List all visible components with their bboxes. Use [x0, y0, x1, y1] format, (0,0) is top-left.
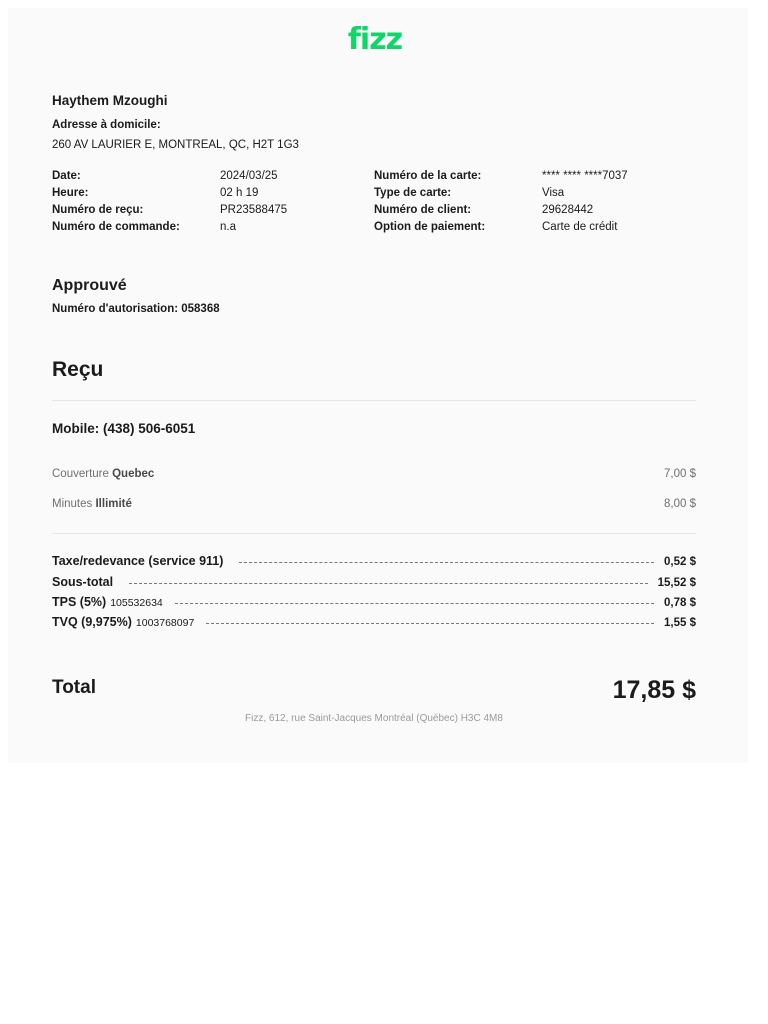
info-value: Visa	[542, 187, 565, 199]
tax-row	[52, 575, 696, 591]
tax-amount: 0,52 $	[664, 556, 696, 568]
line-item-name: Quebec	[112, 468, 155, 480]
info-key: Numéro de client:	[374, 204, 472, 216]
divider	[52, 533, 696, 534]
info-row	[52, 170, 700, 187]
tax-label: Sous-total	[52, 575, 114, 589]
info-key: Date:	[52, 170, 81, 182]
line-item-prefix: Minutes	[52, 498, 93, 510]
info-value: 29628442	[542, 204, 594, 216]
info-value: n.a	[220, 221, 236, 233]
receipt-title: Reçu	[52, 358, 104, 381]
authorization-number: Numéro d'autorisation: 058368	[52, 303, 220, 315]
info-key: Type de carte:	[374, 187, 452, 199]
tax-row	[52, 615, 696, 631]
total-label: Total	[52, 677, 96, 698]
logo-text: fizz	[347, 22, 403, 56]
info-value: 02 h 19	[220, 187, 259, 199]
info-row	[52, 221, 700, 238]
dotted-leader	[239, 562, 654, 563]
tax-amount: 0,78 $	[664, 597, 696, 609]
line-item	[52, 498, 696, 514]
info-value: 2024/03/25	[220, 170, 278, 182]
tax-amount: 1,55 $	[664, 617, 696, 629]
info-row	[52, 204, 700, 221]
info-key: Numéro de la carte:	[374, 170, 482, 182]
info-value: Carte de crédit	[542, 221, 618, 233]
tax-row	[52, 595, 696, 611]
dotted-leader	[175, 603, 654, 604]
address-label: Adresse à domicile:	[52, 119, 161, 131]
tax-amount: 15,52 $	[657, 577, 696, 589]
customer-name: Haythem Mzoughi	[52, 93, 168, 108]
mobile-line: Mobile: (438) 506-6051	[52, 421, 196, 436]
line-item-description	[52, 468, 154, 480]
line-item-name: Illimité	[95, 498, 132, 510]
fizz-logo	[342, 22, 408, 56]
line-item-prefix: Couverture	[52, 468, 109, 480]
info-key: Numéro de reçu:	[52, 204, 144, 216]
line-item-amount: 8,00 $	[664, 498, 696, 510]
dotted-leader	[129, 583, 648, 584]
info-value: PR23588475	[220, 204, 288, 216]
tax-number: 105532634	[110, 597, 163, 609]
address-value: 260 AV LAURIER E, MONTREAL, QC, H2T 1G3	[52, 139, 299, 151]
tax-label: Taxe/redevance (service 911)	[52, 554, 224, 568]
tax-label: TPS (5%)	[52, 595, 107, 609]
info-value: **** **** ****7037	[542, 170, 628, 182]
company-address-footer: Fizz, 612, rue Saint-Jacques Montréal (Québec) H3C 4M8	[245, 713, 503, 724]
line-item	[52, 468, 696, 484]
divider	[52, 400, 696, 401]
transaction-info	[52, 170, 700, 240]
line-item-amount: 7,00 $	[664, 468, 696, 480]
info-row	[52, 187, 700, 204]
tax-row	[52, 554, 696, 570]
info-key: Option de paiement:	[374, 221, 486, 233]
tax-number: 1003768097	[135, 617, 195, 629]
info-key: Numéro de commande:	[52, 221, 180, 233]
dotted-leader	[206, 623, 654, 624]
total-amount: 17,85 $	[612, 676, 696, 704]
tax-label: TVQ (9,975%)	[52, 615, 132, 629]
approval-status: Approuvé	[52, 277, 127, 294]
info-key: Heure:	[52, 187, 89, 199]
line-item-description	[52, 498, 132, 510]
